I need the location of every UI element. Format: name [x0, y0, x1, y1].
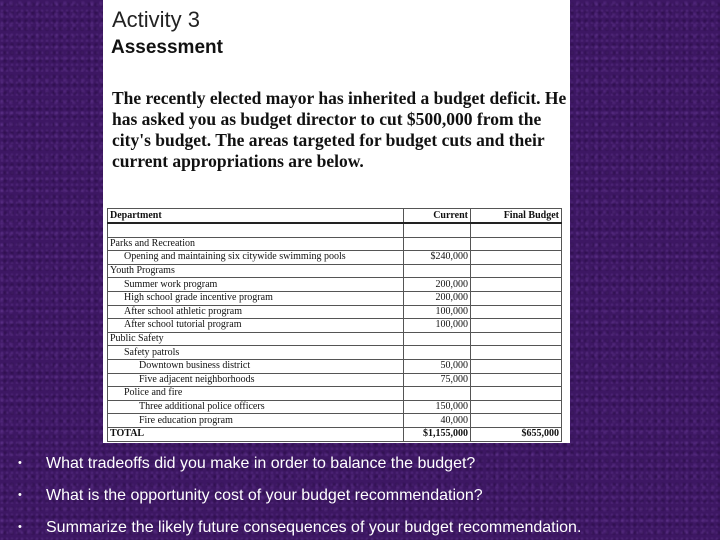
- table-row: [108, 278, 562, 292]
- bullet-icon: •: [18, 457, 22, 469]
- final-budget-cell: [471, 278, 562, 292]
- current-cell: $240,000: [404, 251, 471, 265]
- table-row: [108, 346, 562, 360]
- question-text: What tradeoffs did you make in order to balance the budget?: [46, 455, 476, 472]
- department-cell: Downtown business district: [108, 359, 404, 373]
- current-cell: 200,000: [404, 291, 471, 305]
- department-cell: After school athletic program: [108, 305, 404, 319]
- question-text: Summarize the likely future consequences of your budget recommendation.: [46, 519, 582, 536]
- table-row: [108, 251, 562, 265]
- final-budget-cell: [471, 359, 562, 373]
- current-cell: [404, 387, 471, 401]
- header-department: Department: [108, 209, 404, 224]
- table-row: [108, 223, 562, 237]
- current-cell: 100,000: [404, 319, 471, 333]
- table-row: [108, 264, 562, 278]
- final-budget-cell: [471, 373, 562, 387]
- final-budget-cell: [471, 400, 562, 414]
- current-cell: [404, 346, 471, 360]
- table-row: [108, 305, 562, 319]
- department-cell: Youth Programs: [108, 264, 404, 278]
- department-cell: Police and fire: [108, 387, 404, 401]
- current-cell: 75,000: [404, 373, 471, 387]
- table-row: [108, 359, 562, 373]
- department-cell: After school tutorial program: [108, 319, 404, 333]
- assessment-heading: Assessment: [111, 37, 223, 58]
- table-row: [108, 319, 562, 333]
- table-row: [108, 237, 562, 251]
- final-budget-cell: [471, 264, 562, 278]
- total-final-budget: $655,000: [471, 427, 562, 441]
- department-cell: [108, 223, 404, 237]
- activity-title: Activity 3: [112, 7, 201, 32]
- department-cell: High school grade incentive program: [108, 291, 404, 305]
- activity-document: [103, 0, 570, 443]
- intro-paragraph: The recently elected mayor has inherited a budget deficit. He has asked you as budget director to cut $500,000 from the city's budget. The areas targeted for budget cuts and their current appropriations are below.: [112, 88, 567, 171]
- department-cell: Fire education program: [108, 414, 404, 428]
- current-cell: 50,000: [404, 359, 471, 373]
- department-cell: Three additional police officers: [108, 400, 404, 414]
- department-cell: Safety patrols: [108, 346, 404, 360]
- total-label: TOTAL: [108, 427, 404, 441]
- department-cell: Summer work program: [108, 278, 404, 292]
- current-cell: [404, 237, 471, 251]
- table-row: [108, 373, 562, 387]
- current-cell: [404, 264, 471, 278]
- budget-table: [107, 208, 562, 442]
- bullet-icon: •: [18, 489, 22, 501]
- final-budget-cell: [471, 332, 562, 346]
- table-row: [108, 332, 562, 346]
- table-row: [108, 414, 562, 428]
- current-cell: 100,000: [404, 305, 471, 319]
- current-cell: 150,000: [404, 400, 471, 414]
- header-final-budget: Final Budget: [471, 209, 562, 224]
- bullet-icon: •: [18, 521, 22, 533]
- table-row: [108, 387, 562, 401]
- final-budget-cell: [471, 291, 562, 305]
- final-budget-cell: [471, 387, 562, 401]
- final-budget-cell: [471, 251, 562, 265]
- final-budget-cell: [471, 346, 562, 360]
- current-cell: [404, 223, 471, 237]
- total-row: [108, 427, 562, 441]
- department-cell: Parks and Recreation: [108, 237, 404, 251]
- department-cell: Public Safety: [108, 332, 404, 346]
- current-cell: 200,000: [404, 278, 471, 292]
- question-text: What is the opportunity cost of your budget recommendation?: [46, 487, 483, 504]
- total-current: $1,155,000: [404, 427, 471, 441]
- current-cell: 40,000: [404, 414, 471, 428]
- final-budget-cell: [471, 414, 562, 428]
- final-budget-cell: [471, 319, 562, 333]
- current-cell: [404, 332, 471, 346]
- final-budget-cell: [471, 237, 562, 251]
- final-budget-cell: [471, 305, 562, 319]
- final-budget-cell: [471, 223, 562, 237]
- table-row: [108, 291, 562, 305]
- department-cell: Opening and maintaining six citywide swimming pools: [108, 251, 404, 265]
- header-current: Current: [404, 209, 471, 224]
- table-row: [108, 400, 562, 414]
- department-cell: Five adjacent neighborhoods: [108, 373, 404, 387]
- table-header-row: [108, 209, 562, 224]
